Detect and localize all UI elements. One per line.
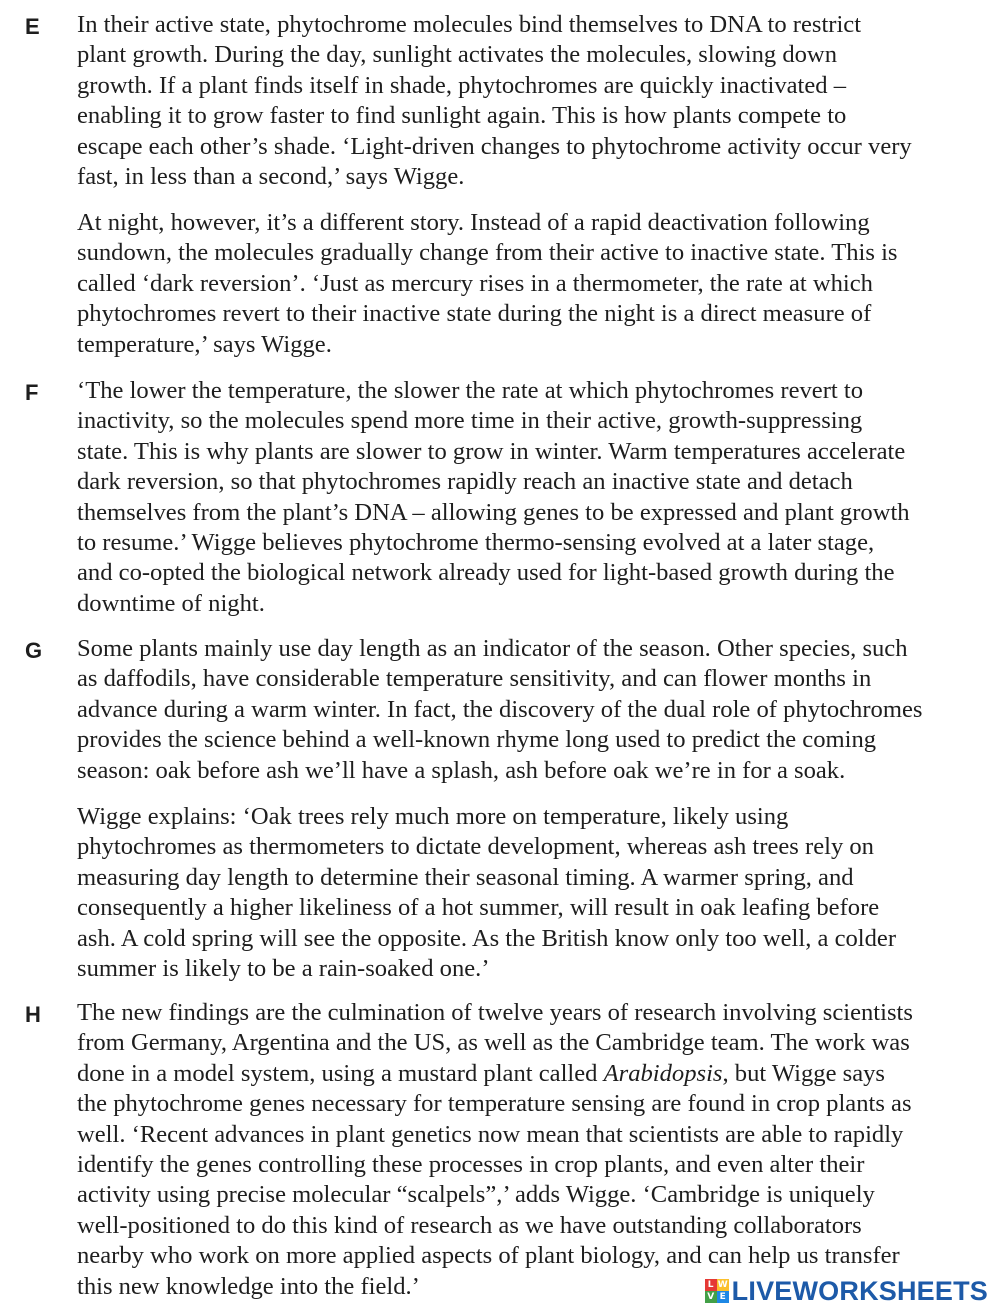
- text-line: The new findings are the culmination of twelve years of research involving scientists: [77, 999, 913, 1026]
- text-line: well. ‘Recent advances in plant genetics now mean that scientists are able to rapidly: [77, 1120, 904, 1148]
- text-line: phytochromes revert to their inactive state during the night is a direct measure of: [77, 300, 872, 328]
- logo-cell: L: [705, 1279, 717, 1291]
- text-line: inactivity, so the molecules spend more time in their active, growth-suppressing: [77, 407, 863, 435]
- text-line: enabling it to grow faster to find sunlight again. This is how plants compete to: [77, 102, 847, 130]
- text-line: provides the science behind a well-known rhyme long used to predict the coming: [77, 726, 877, 754]
- text-line: fast, in less than a second,’ says Wigge.: [77, 163, 465, 191]
- text-line: In their active state, phytochrome molecules bind themselves to DNA to restrict: [77, 11, 862, 38]
- text-line: themselves from the plant’s DNA – allowing genes to be expressed and plant growth: [77, 498, 910, 526]
- brand-text: LIVEWORKSHEETS: [731, 1275, 988, 1306]
- text-line: growth. If a plant finds itself in shade, phytochromes are quickly inactivated –: [77, 71, 847, 99]
- text-line: sundown, the molecules gradually change from their active to inactive state. This is: [77, 239, 898, 267]
- text-line: At night, however, it’s a different story. Instead of a rapid deactivation following: [77, 209, 870, 236]
- text-line: escape each other’s shade. ‘Light-driven changes to phytochrome activity occur very: [77, 132, 912, 160]
- text-line: plant growth. During the day, sunlight activates the molecules, slowing down: [77, 41, 837, 69]
- text-line: downtime of night.: [77, 589, 265, 617]
- text-line: season: oak before ash we’ll have a splash, ash before oak we’re in for a soak.: [77, 756, 846, 784]
- text-line: ‘The lower the temperature, the slower the rate at which phytochromes revert to: [77, 377, 864, 404]
- text-line: to resume.’ Wigge believes phytochrome thermo-sensing evolved at a later stage,: [77, 529, 875, 557]
- text-line: temperature,’ says Wigge.: [77, 330, 332, 358]
- text-line: Some plants mainly use day length as an indicator of the season. Other species, such: [77, 635, 908, 662]
- text-line: well-positioned to do this kind of research as we have outstanding collaborators: [77, 1211, 862, 1239]
- text-line: phytochromes as thermometers to dictate development, whereas ash trees rely on: [77, 833, 874, 861]
- paragraph: [77, 802, 967, 984]
- text-line-with-italic: [77, 1059, 967, 1089]
- italic-term: Arabidopsis: [603, 1059, 723, 1087]
- section-letter: F: [25, 380, 39, 405]
- logo-cell: V: [705, 1291, 717, 1303]
- paragraph: [77, 10, 967, 192]
- text-line: the phytochrome genes necessary for temperature sensing are found in crop plants as: [77, 1090, 912, 1118]
- text-line: as daffodils, have considerable temperature sensitivity, and can flower months in: [77, 665, 872, 693]
- text-line: dark reversion, so that phytochromes rapidly reach an inactive state and detach: [77, 468, 853, 496]
- text-line: state. This is why plants are slower to grow in winter. Warm temperatures accelerate: [77, 437, 906, 465]
- text-line: summer is likely to be a rain-soaked one.’: [77, 955, 490, 983]
- text-line: from Germany, Argentina and the US, as well as the Cambridge team. The work was: [77, 1029, 910, 1057]
- text-line: nearby who work on more applied aspects of plant biology, and can help us transfer: [77, 1242, 900, 1270]
- section-letter: H: [25, 1002, 41, 1027]
- text-segment: done in a model system, using a mustard plant called: [77, 1059, 604, 1087]
- text-line: ash. A cold spring will see the opposite. As the British know only too well, a colder: [77, 924, 897, 952]
- logo-cell: E: [717, 1291, 729, 1303]
- text-line: activity using precise molecular “scalpels”,’ adds Wigge. ‘Cambridge is uniquely: [77, 1181, 875, 1209]
- text-line: and co-opted the biological network already used for light-based growth during the: [77, 559, 895, 587]
- text-segment: , but Wigge says: [722, 1059, 886, 1087]
- section-letter: E: [25, 14, 40, 39]
- paragraph: [77, 998, 967, 1302]
- paragraph: [77, 208, 967, 360]
- logo-cell: W: [717, 1280, 728, 1290]
- text-line: Wigge explains: ‘Oak trees rely much more on temperature, likely using: [77, 803, 789, 830]
- text-line: called ‘dark reversion’. ‘Just as mercury rises in a thermometer, the rate at which: [77, 269, 873, 297]
- text-line: consequently a higher likeliness of a hot summer, will result in oak leafing before: [77, 894, 880, 922]
- liveworksheets-icon: [705, 1279, 729, 1303]
- text-line: advance during a warm winter. In fact, the discovery of the dual role of phytochromes: [77, 695, 923, 723]
- text-line: this new knowledge into the field.’: [77, 1272, 420, 1300]
- paragraph: [77, 376, 967, 619]
- liveworksheets-logo: [705, 1276, 988, 1306]
- section-letter: G: [25, 638, 43, 663]
- text-line: identify the genes controlling these processes in crop plants, and even alter their: [77, 1151, 865, 1179]
- paragraph: [77, 634, 967, 786]
- text-line: measuring day length to determine their seasonal timing. A warmer spring, and: [77, 863, 854, 891]
